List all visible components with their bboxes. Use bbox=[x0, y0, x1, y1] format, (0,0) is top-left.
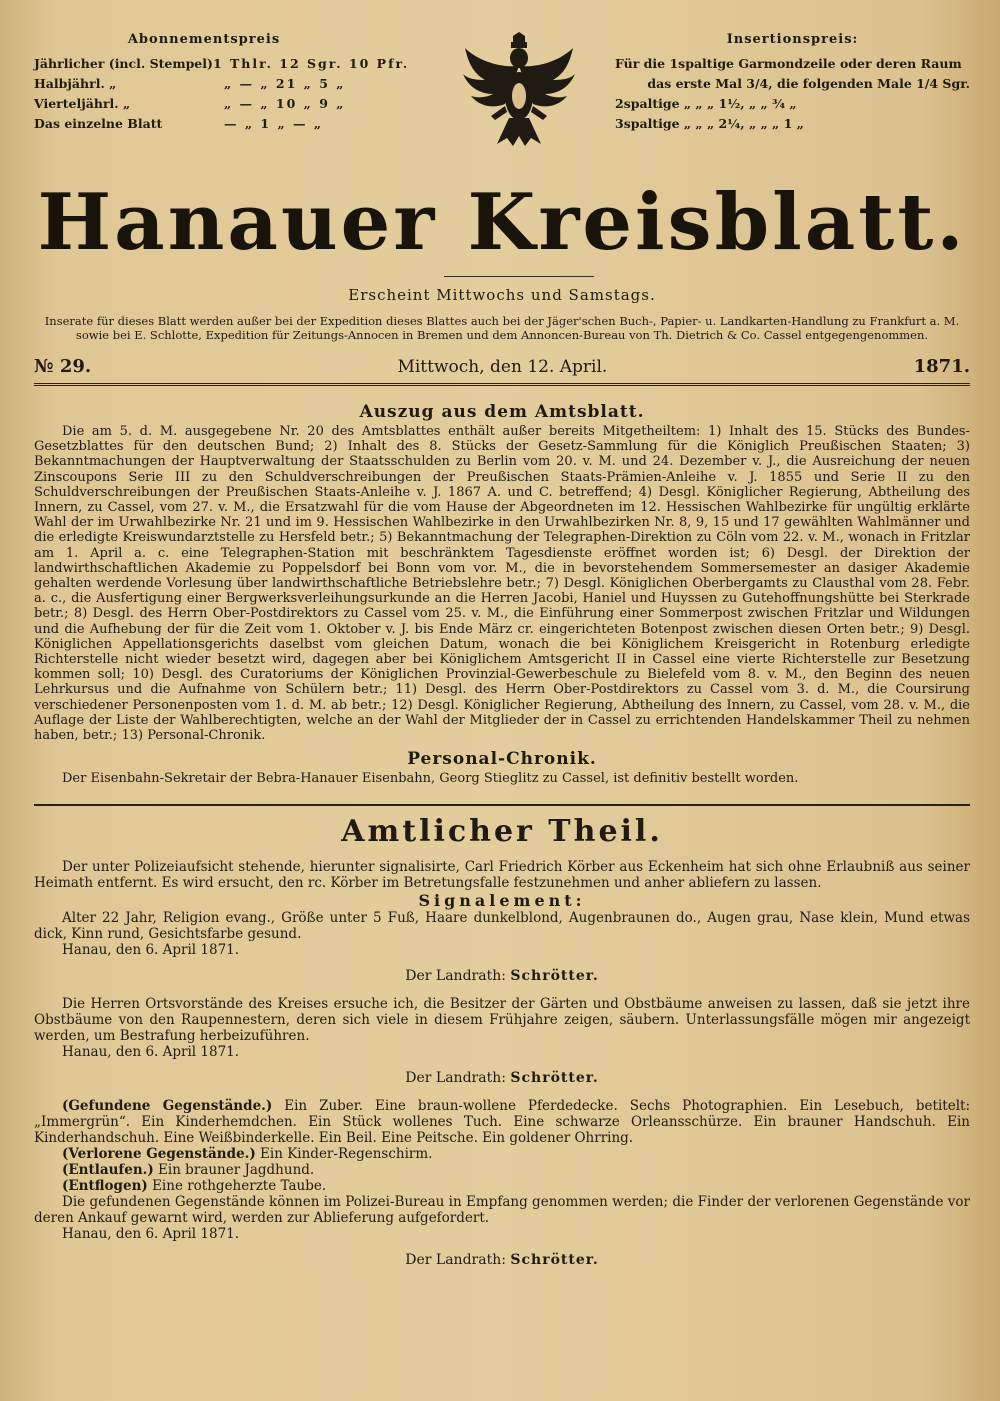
signalement-heading: Signalement: bbox=[418, 891, 586, 911]
personal-chronik-text: Der Eisenbahn-Sekretair der Bebra-Hanauer Eisenbahn, Georg Stieglitz zu Cassel, ist definitiv bestellt worden. bbox=[62, 771, 799, 787]
title-divider bbox=[444, 276, 594, 277]
landrath-signature bbox=[34, 968, 970, 984]
signalement-text: Alter 22 Jahr, Religion evang., Größe unter 5 Fuß, Haare dunkelblond, Augenbraunen do., Augen grau, Nase klein, Mund etwas dick, Kinn rund, Gesichtsfarbe gesund. bbox=[34, 910, 970, 943]
signature-name: Schrötter. bbox=[510, 968, 599, 985]
escaped-items bbox=[34, 1162, 970, 1178]
prussian-eagle-icon bbox=[459, 30, 579, 150]
personal-chronik-heading: Personal-Chronik. bbox=[407, 749, 597, 770]
subscription-value: „ — „ 21 „ 5 „ bbox=[224, 76, 346, 91]
escaped-items-label: (Entlaufen.) bbox=[62, 1162, 154, 1179]
found-items-note: Die gefundenen Gegenstände können im Polizei-Bureau in Empfang genommen werden; die Finder der verlorenen Gegenstände vor deren Ankauf gewarnt wird, werden zur Ablieferung aufgefordert. bbox=[34, 1194, 970, 1227]
flown-items-label: (Entflogen) bbox=[62, 1178, 148, 1195]
amtlicher-theil-heading: Amtlicher Theil. bbox=[341, 814, 663, 850]
subscription-row bbox=[34, 54, 410, 74]
insertion-line: das erste Mal 3/4, die folgenden Male 1/4 Sgr. bbox=[647, 76, 970, 91]
escaped-items-text: Ein brauner Jagdhund. bbox=[158, 1162, 315, 1179]
issue-line bbox=[34, 356, 970, 377]
advertisement-note: Inserate für dieses Blatt werden außer bei der Expedition dieses Blattes auch bei der Jäger'schen Buch-, Papier- u. Landkarten-Handlung zu Frankfurt a. M. sowie bei E. Schlotte, Expedition für Zeitungs-Annocen in Bremen und dem Annoncen-Bureau von Th. Dietrich & Co. Cassel entgegengenommen. bbox=[44, 314, 960, 342]
lost-items bbox=[34, 1146, 970, 1162]
insertion-title: Insertionspreis: bbox=[726, 32, 859, 47]
lost-items-label: (Verlorene Gegenstände.) bbox=[62, 1146, 256, 1163]
lost-items-text: Ein Kinder-Regenschirm. bbox=[260, 1146, 433, 1163]
amtsblatt-heading: Auszug aus dem Amtsblatt. bbox=[359, 402, 645, 422]
notice-date: Hanau, den 6. April 1871. bbox=[62, 1044, 240, 1061]
subscription-value: — „ 1 „ — „ bbox=[224, 116, 324, 131]
issue-date: Mittwoch, den 12. April. bbox=[397, 356, 608, 377]
insertion-line: Für die 1spaltige Garmondzeile oder deren Raum bbox=[615, 56, 962, 71]
notice-date: Hanau, den 6. April 1871. bbox=[62, 1226, 240, 1243]
masthead bbox=[34, 30, 970, 278]
insertion-price-box bbox=[615, 30, 970, 134]
subscription-title: Abonnementspreis bbox=[127, 32, 281, 47]
signature-name: Schrötter. bbox=[510, 1070, 599, 1087]
insertion-line: 2spaltige „ „ „ 1½, „ „ ¾ „ bbox=[615, 96, 797, 111]
newspaper-title: Hanauer Kreisblatt. bbox=[37, 177, 967, 268]
signature-label: Der Landrath: bbox=[405, 1070, 506, 1087]
issue-number: № 29. bbox=[34, 356, 92, 377]
caterpillar-notice: Die Herren Ortsvorstände des Kreises ersuche ich, die Besitzer der Gärten und Obstbäume anweisen zu lassen, daß sie jetzt ihre Obstbäume von den Raupennestern, deren sich viele in diesem Frühjahre zeigen, säubern. Unterlassungsfälle mögen mir angezeigt werden, um Bestrafung herbeizuführen. bbox=[34, 996, 970, 1045]
flown-items bbox=[34, 1178, 970, 1194]
subscription-row bbox=[34, 114, 374, 134]
signature-label: Der Landrath: bbox=[405, 1252, 506, 1269]
section-rule bbox=[34, 804, 970, 806]
flown-items-text: Eine rothgeherzte Taube. bbox=[152, 1178, 327, 1195]
subscription-row bbox=[34, 94, 374, 114]
landrath-signature bbox=[34, 1252, 970, 1268]
wanted-notice: Der unter Polizeiaufsicht stehende, hierunter signalisirte, Carl Friedrich Körber aus Eckenheim hat sich ohne Erlaubniß aus seiner Heimath entfernt. Es wird ersucht, den rc. Körber im Betretungsfalle festzunehmen und anher abliefern zu lassen. bbox=[34, 859, 970, 892]
found-items-text: Ein Zuber. Eine braun-wollene Pferdedecke. Sechs Photographien. Ein Lesebuch, betitelt: „Immergrün“. Ein Kinderhemdchen. Ein Stück wollenes Tuch. Eine schwarze Orleansschürze. Ein brauner Handschuh. Ein Kinderhandschuh. Eine Weißbinderkelle. Ein Beil. Eine Peitsche. Ein goldener Ohrring. bbox=[34, 1098, 970, 1147]
publication-days: Erscheint Mittwochs und Samstags. bbox=[348, 286, 656, 304]
subscription-label: Vierteljährl. „ bbox=[34, 96, 131, 111]
issue-year: 1871. bbox=[913, 356, 970, 377]
subscription-label: Das einzelne Blatt bbox=[34, 116, 163, 131]
signature-label: Der Landrath: bbox=[405, 968, 506, 985]
subscription-label: Jährlicher (incl. Stempel) bbox=[34, 56, 213, 71]
subscription-label: Halbjährl. „ bbox=[34, 76, 117, 91]
landrath-signature bbox=[34, 1070, 970, 1086]
notice-date: Hanau, den 6. April 1871. bbox=[62, 942, 240, 959]
subscription-value: „ — „ 10 „ 9 „ bbox=[224, 96, 346, 111]
header-rule bbox=[34, 383, 970, 386]
insertion-line: 3spaltige „ „ „ 2¼, „ „ „ 1 „ bbox=[615, 116, 804, 131]
signature-name: Schrötter. bbox=[510, 1252, 599, 1269]
found-items bbox=[34, 1098, 970, 1146]
subscription-row bbox=[34, 74, 374, 94]
found-items-label: (Gefundene Gegenstände.) bbox=[62, 1098, 273, 1115]
subscription-value: 1 Thlr. 12 Sgr. 10 Pfr. bbox=[212, 56, 410, 71]
subscription-price-box bbox=[34, 30, 410, 134]
amtsblatt-text: Die am 5. d. M. ausgegebene Nr. 20 des Amtsblattes enthält außer bereits Mitgetheiltem: 1) Inhalt des 15. Stücks des Bundes-Gesetzblattes für den deutschen Bund; 2) Inhalt des 8. Stücks der Gesetz-Sammlung für die Königlich Preußischen Staaten; 3) Bekanntmachungen der Hauptverwaltung der Staatsschulden zu Berlin vom 20. v. M. und 24. Dezember v. J., die Ausreichung der neuen Zinscoupons Serie III zu den Schuldverschreibungen der Preußischen Staats-Prämien-Anleihe v. J. 1855 und Serie II zu den Schuldverschreibungen der Preußischen Staats-Anleihe v. J. 1867 A. und C. betreffend; 4) Desgl. Königlicher Regierung, Abtheilung des Innern, zu Cassel, vom 27. v. M., die Ersatzwahl für die vom Hause der Abgeordneten im 12. Hessischen Wahlbezirke für ungültig erklärte Wahl der im Urwahlbezirke Nr. 21 und im 9. Hessischen Wahlbezirke in den Urwahlbezirken Nr. 8, 9, 15 und 17 gewählten Wahlmänner und die erledigte Kreiswundarztstelle zu Hersfeld betr.; 5) Bekanntmachung der Telegraphen-Direktion zu Cöln vom 22. v. M., wonach in Fritzlar am 1. April a. c. eine Telegraphen-Station mit beschränktem Tagesdienste eröffnet worden ist; 6) Desgl. der Direktion der landwirthschaftlichen Akademie zu Poppelsdorf bei Bonn vom vor. M., die in bevorstehendem Sommersemester an dasiger Akademie gehalten werdende Vorlesung über landwirthschaftliche Betriebslehre betr.; 7) Desgl. Königlichen Oberbergamts zu Clausthal vom 28. Febr. a. c., die Ausfertigung einer Bergwerksverleihungsurkunde an die Herren Jacobi, Haniel und Huyssen zu Gutehoffnungshütte bei Sterkrade betr.; 8) Desgl. des Herrn Ober-Postdirektors zu Cassel vom 25. v. M., die Einführung einer Sommerpost zwischen Fritzlar und Wildungen und die Aufhebung der für die Zeit vom 1. Oktober v. J. bis Ende März cr. eingerichteten Botenpost zwischen diesen Orten betr.; 9) Desgl. Königlichen Appellationsgerichts daselbst vom gleichen Datum, wonach die bei Königlichem Kreisgericht in Rotenburg erledigte Richterstelle nicht wieder besetzt wird, dagegen aber bei Königlichem Amtsgericht II in Cassel eine vierte Richterstelle zur Besetzung kommen soll; 10) Desgl. des Curatoriums der Königlichen Provinzial-Gewerbeschule zu Bielefeld vom 8. v. M., den Beginn des neuen Lehrkursus und die Aufnahme von Schülern betr.; 11) Desgl. des Herrn Ober-Postdirektors zu Cassel vom 3. d. M., die Coursirung verschiedener Personenposten vom 1. d. M. ab betr.; 12) Desgl. Königlicher Regierung, Abtheilung des Innern, zu Cassel, vom 28. v. M., die Auflage der Liste der Wahlberechtigten, welche an der Wahl der Mitglieder der in Cassel zu errichtenden Handelskammer Theil zu nehmen haben, betr.; 13) Personal-Chronik. bbox=[34, 424, 970, 744]
